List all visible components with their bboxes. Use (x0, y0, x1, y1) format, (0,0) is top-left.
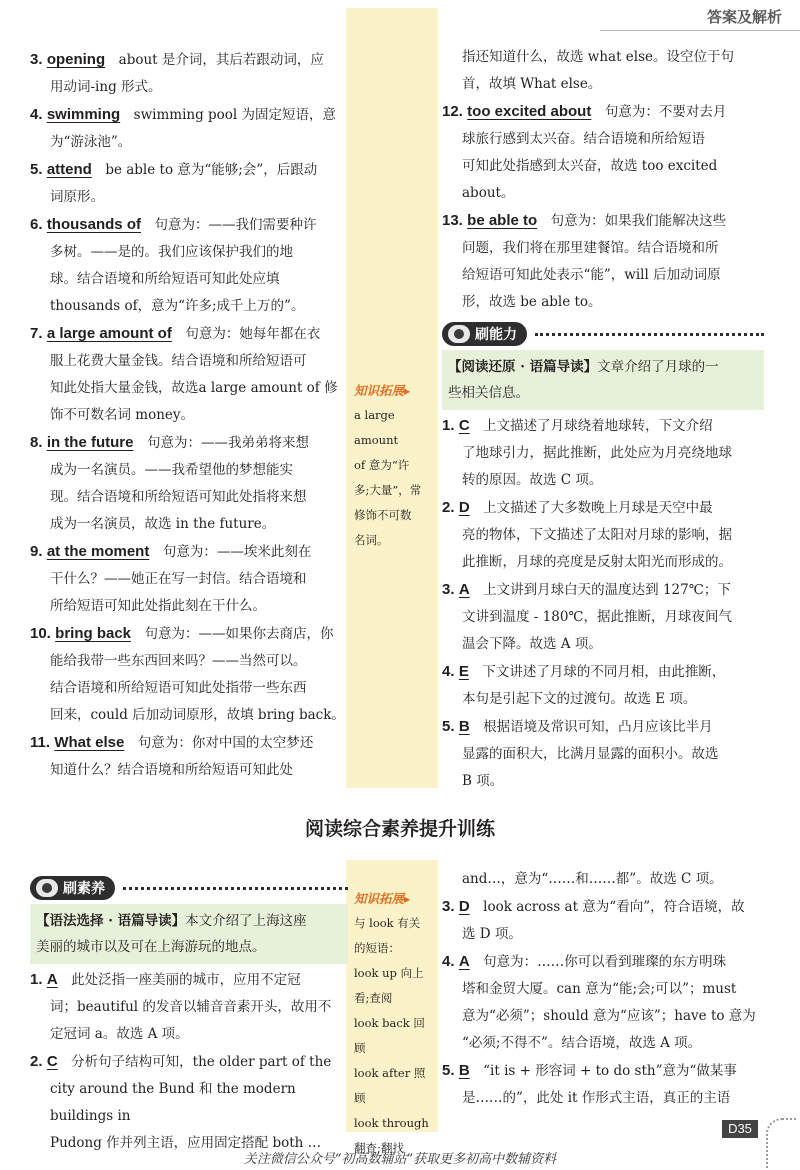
explanation-line: 意为“必须”；should 意为“应该”；have to 意为 (462, 1008, 756, 1024)
page-number: D35 (722, 1120, 758, 1138)
dotted-rule (535, 333, 764, 336)
answer-key: B (458, 718, 470, 735)
answer-key: D (458, 499, 470, 516)
side-top-line: of 意为“许 (354, 458, 410, 472)
explanation-text: “it is + 形容词 + to do sth”意为“做某事 (483, 1063, 737, 1079)
answer-key: C (458, 417, 470, 434)
answer-item (30, 320, 348, 348)
item-number: 12. (442, 103, 463, 120)
answer-key: A (458, 581, 470, 598)
explanation-line: 干什么？——她正在写一封信。结合语境和 (50, 571, 307, 587)
read-restore-guide (442, 350, 764, 410)
item-number: 4. (442, 663, 455, 680)
answer-key: C (46, 1053, 58, 1070)
answer-item (442, 207, 764, 235)
explanation-line: 定冠词 a。故选 A 项。 (50, 1026, 189, 1042)
item-number: 6. (30, 216, 43, 233)
answer-item (30, 729, 348, 757)
explanation-line: 词；beautiful 的发音以辅音音素开头，故用不 (50, 999, 332, 1015)
answer-key: B (458, 1062, 470, 1079)
answer-item (30, 620, 348, 648)
explanation-text: 句意为：——我弟弟将来想 (146, 435, 309, 451)
item-number: 3. (442, 581, 455, 598)
explanation-line: 词原形。 (50, 189, 104, 205)
explanation-line: 球。结合语境和所给短语可知此处应填 (50, 271, 280, 287)
triangle-right-icon: ▸ (404, 891, 411, 906)
read-restore-badge-label: 刷能力 (475, 325, 517, 342)
header-rule (600, 30, 800, 31)
item-number: 10. (30, 625, 51, 642)
grammar-choice-badge-bar (30, 876, 348, 900)
explanation-line: 温会下降。故选 A 项。 (462, 636, 602, 652)
explanation-line: 为“游泳池”。 (50, 134, 132, 150)
answer-item (30, 46, 348, 74)
explanation-line: 亮的物体，下文描述了太阳对月球的影响，据 (462, 527, 732, 543)
answer-item (442, 658, 764, 686)
footer-note: 关注微信公众号“初高数辅站”获取更多初高中数辅资料 (243, 1152, 557, 1167)
answer-key: A (458, 953, 470, 970)
header-label: 答案及解析 (706, 9, 782, 26)
side-top-line: 名词。 (354, 533, 389, 547)
triangle-right-icon: ▸ (404, 383, 411, 398)
right-bottom-column (442, 866, 764, 1112)
explanation-line: B 项。 (462, 773, 504, 789)
explanation-text: 上文描述了月球绕着地球转，下文介绍 (483, 418, 713, 434)
side-bottom-line: look back 回顾 (354, 1016, 425, 1055)
item-number: 1. (442, 417, 455, 434)
badge-icon (36, 879, 58, 897)
explanation-text: 句意为：……你可以看到璀璨的东方明珠 (483, 954, 727, 970)
read-restore-badge-bar (442, 322, 764, 346)
explanation-text: 上文描述了大多数晚上月球是天空中最 (483, 500, 713, 516)
answer-item (442, 98, 764, 126)
answer-item (442, 412, 764, 440)
answer-key: swimming (46, 106, 121, 123)
guide-text: 本文介绍了上海这座 (185, 913, 307, 929)
side-bottom-line: look after 照顾 (354, 1066, 426, 1105)
item-number: 2. (30, 1053, 43, 1070)
answer-key: bring back (55, 625, 132, 642)
item-number: 11. (30, 734, 51, 751)
answer-item (30, 211, 348, 239)
explanation-line: “必须;不得不”。结合语境，故选 A 项。 (462, 1035, 702, 1051)
side-bottom-line: look through (354, 1116, 429, 1130)
answer-item (30, 1048, 348, 1076)
grammar-choice-badge (30, 876, 115, 900)
continuation-line: 指还知道什么，故选 what else。设空位于句 (462, 49, 735, 65)
answer-item (442, 1057, 764, 1085)
explanation-line: 知道什么？结合语境和所给短语可知此处 (50, 762, 293, 778)
explanation-line: 用动词-ing 形式。 (50, 79, 162, 95)
explanation-line: 结合语境和所给短语可知此处指带一些东西 (50, 680, 307, 696)
answer-key: What else (54, 734, 125, 751)
answer-key: opening (46, 51, 106, 68)
item-number: 5. (442, 1062, 455, 1079)
side-bottom-line: 看;查阅 (354, 991, 393, 1005)
explanation-text: be able to 意为“能够;会”，后跟动 (105, 162, 318, 178)
badge-icon (448, 325, 470, 343)
answer-key: attend (46, 161, 92, 178)
item-number: 7. (30, 325, 43, 342)
section-title: 阅读综合素养提升训练 (304, 818, 495, 840)
explanation-line: 成为一名演员，故选 in the future。 (50, 516, 276, 532)
item-number: 1. (30, 971, 43, 988)
explanation-line: 显露的面积大，比满月显露的面积小。故选 (462, 746, 719, 762)
continuation-line: and…，意为“……和……都”。故选 C 项。 (462, 871, 723, 887)
side-top-line: 多;大量”，常 (354, 483, 422, 497)
item-number: 8. (30, 434, 43, 451)
read-restore-items (442, 412, 764, 795)
item-number: 2. (442, 499, 455, 516)
side-bottom-title: 知识拓展▸ (354, 891, 411, 906)
item-number: 9. (30, 543, 43, 560)
explanation-line: 文讲到温度 - 180℃，据此推断，月球夜间气 (462, 609, 733, 625)
explanation-text: 句意为：如果我们能解决这些 (550, 213, 727, 229)
explanation-line: 知此处指大量金钱，故选a large amount of 修 (50, 380, 338, 396)
right-top-column (442, 44, 764, 795)
explanation-text: 此处泛指一座美丽的城市，应用不定冠 (71, 972, 301, 988)
grammar-choice-items (30, 966, 348, 1157)
explanation-line: city around the Bund 和 the modern buildings in (50, 1081, 296, 1124)
answer-key: E (458, 663, 469, 680)
explanation-line: 回来，could 后加动词原形，故填 bring back。 (50, 707, 345, 723)
explanation-line: 所给短语可知此处指此刻在干什么。 (50, 598, 266, 614)
explanation-line: 本句是引起下文的过渡句。故选 E 项。 (462, 691, 697, 707)
explanation-line: 此推断，月球的亮度是反射太阳光而形成的。 (462, 554, 732, 570)
answer-item (30, 429, 348, 457)
item-number: 3. (30, 51, 43, 68)
grammar-choice-badge-label: 刷素养 (63, 879, 105, 896)
item-number: 4. (442, 953, 455, 970)
explanation-text: 句意为：不要对去月 (604, 104, 727, 120)
side-top-line: 修饰不可数 (354, 508, 412, 522)
dotted-rule (123, 887, 348, 890)
answer-item (442, 948, 764, 976)
explanation-line: thousands of，意为“许多;成千上万的”。 (50, 298, 305, 314)
explanation-text: 句意为：她每年都在衣 (185, 326, 321, 342)
explanation-line: 成为一名演员。——我希望他的梦想能实 (50, 462, 293, 478)
explanation-line: 是……的”，此处 it 作形式主语，真正的主语 (462, 1090, 731, 1106)
answer-key: thousands of (46, 216, 141, 233)
answer-item (442, 576, 764, 604)
side-note-bottom (346, 860, 438, 1155)
guide-tag: 【语法选择 · 语篇导读】 (36, 913, 186, 929)
explanation-text: swimming pool 为固定短语，意 (133, 107, 337, 123)
answer-key: too excited about (467, 103, 592, 120)
item-number: 13. (442, 212, 463, 229)
item-number: 5. (442, 718, 455, 735)
explanation-text: 下文讲述了月球的不同月相，由此推断， (482, 664, 726, 680)
explanation-line: Pudong 作并列主语，应用固定搭配 both … (50, 1135, 322, 1151)
answer-key: be able to (467, 212, 538, 229)
explanation-line: 形，故选 be able to。 (462, 294, 602, 310)
item-number: 5. (30, 161, 43, 178)
side-bottom-line: 翻查;翻找 (354, 1141, 404, 1155)
explanation-line: 给短语可知此处表示“能”，will 后加动词原 (462, 267, 721, 283)
answer-item (30, 101, 348, 129)
answer-item (442, 893, 764, 921)
explanation-line: 现。结合语境和所给短语可知此处指将来想 (50, 489, 307, 505)
explanation-line: 了地球引力，据此推断，此处应为月亮绕地球 (462, 445, 732, 461)
explanation-line: 饰不可数名词 money。 (50, 407, 195, 423)
answer-item (30, 156, 348, 184)
page-header (600, 4, 800, 32)
guide-text: 文章介绍了月球的一 (597, 359, 719, 375)
item-number: 3. (442, 898, 455, 915)
left-top-column (30, 46, 348, 784)
answer-key: D (458, 898, 470, 915)
explanation-text: look across at 意为“看向”，符合语境，故 (483, 899, 745, 915)
explanation-line: 服上花费大量金钱。结合语境和所给短语可 (50, 353, 307, 369)
explanation-line: 可知此处指感到太兴奋，故选 too excited (462, 158, 718, 174)
explanation-line: 球旅行感到太兴奋。结合语境和所给短语 (462, 131, 705, 147)
side-top-line: a large amount (354, 408, 399, 447)
explanation-line: 选 D 项。 (462, 926, 522, 942)
answer-item (442, 494, 764, 522)
left-bottom-column (30, 870, 348, 1157)
explanation-line: 塔和金贸大厦。can 意为“能;会;可以”；must (462, 981, 737, 997)
explanation-line: 问题，我们将在那里建餐馆。结合语境和所 (462, 240, 719, 256)
explanation-text: 上文讲到月球白天的温度达到 127℃；下 (483, 582, 731, 598)
answer-key: in the future (46, 434, 134, 451)
continuation-line: 首，故填 What else。 (462, 76, 602, 92)
answer-item (442, 713, 764, 741)
answer-key: a large amount of (46, 325, 172, 342)
answer-key: at the moment (46, 543, 150, 560)
read-restore-badge (442, 322, 527, 346)
guide-text-cont: 些相关信息。 (448, 385, 529, 401)
explanation-text: 分析句子结构可知，the older part of the (71, 1054, 332, 1070)
answer-item (30, 966, 348, 994)
explanation-line: 多树。——是的。我们应该保护我们的地 (50, 244, 293, 260)
explanation-text: 根据语境及常识可知，凸月应该比半月 (483, 719, 713, 735)
side-bottom-line: 的短语： (354, 941, 400, 955)
side-top-title: 知识拓展▸ (354, 383, 411, 398)
explanation-line: about。 (462, 185, 515, 201)
explanation-text: 句意为：——我们需要种许 (154, 217, 317, 233)
guide-text-cont: 美丽的城市以及可在上海游玩的地点。 (36, 939, 266, 955)
answer-key: A (46, 971, 58, 988)
answer-item (30, 538, 348, 566)
explanation-text: 句意为：——埃米此刻在 (162, 544, 312, 560)
item-number: 4. (30, 106, 43, 123)
grammar-choice-guide (30, 904, 348, 964)
side-bottom-line: look up 向上 (354, 966, 424, 980)
explanation-text: 句意为：——如果你去商店，你 (144, 626, 334, 642)
explanation-text: about 是介词，其后若跟动词，应 (118, 52, 324, 68)
side-note-top (346, 8, 438, 788)
guide-tag: 【阅读还原 · 语篇导读】 (448, 359, 598, 375)
side-bottom-line: 与 look 有关 (354, 916, 421, 930)
explanation-line: 能给我带一些东西回来吗？——当然可以。 (50, 653, 307, 669)
explanation-line: 转的原因。故选 C 项。 (462, 472, 603, 488)
explanation-text: 句意为：你对中国的太空梦还 (137, 735, 314, 751)
